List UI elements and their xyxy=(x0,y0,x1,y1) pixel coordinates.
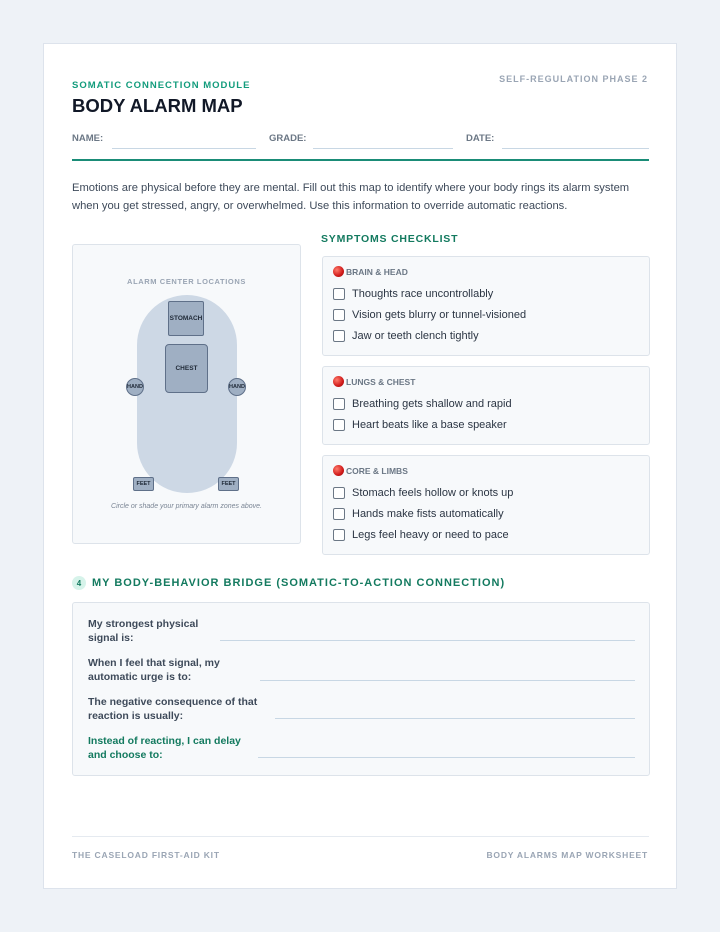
answer-line[interactable] xyxy=(275,718,635,719)
checklist-group-core xyxy=(322,455,650,555)
date-label: DATE: xyxy=(466,133,495,144)
alarm-dot-icon xyxy=(333,465,344,476)
bridge-prompt xyxy=(88,734,241,762)
body-map-panel xyxy=(72,244,301,544)
footer-left: THE CASELOAD FIRST-AID KIT xyxy=(72,850,220,860)
prompt-line: When I feel that signal, my xyxy=(88,657,220,669)
checklist-item[interactable] xyxy=(333,419,507,431)
stomach-zone[interactable]: STOMACH xyxy=(168,301,204,336)
checklist-item[interactable] xyxy=(333,309,526,321)
checklist-item[interactable] xyxy=(333,529,509,541)
checklist-group-brain xyxy=(322,256,650,356)
header-divider xyxy=(72,159,649,161)
phase-label: SELF-REGULATION PHASE 2 xyxy=(499,74,648,84)
grade-field[interactable] xyxy=(313,148,453,149)
date-field[interactable] xyxy=(502,148,649,149)
group-label: CORE & LIMBS xyxy=(346,465,408,476)
module-label: SOMATIC CONNECTION MODULE xyxy=(72,80,251,91)
group-label: BRAIN & HEAD xyxy=(346,266,408,277)
chest-zone[interactable]: CHEST xyxy=(165,344,208,393)
student-fields xyxy=(72,133,649,153)
bridge-title: MY BODY-BEHAVIOR BRIDGE (SOMATIC-TO-ACTION CONNECTION) xyxy=(92,577,506,589)
group-header xyxy=(333,266,408,277)
worksheet-page xyxy=(43,43,677,889)
checklist-item[interactable] xyxy=(333,398,512,410)
prompt-line: The negative consequence of that xyxy=(88,696,258,708)
alarm-dot-icon xyxy=(333,376,344,387)
bridge-prompt xyxy=(88,656,220,684)
prompt-line: signal is: xyxy=(88,632,134,644)
checklist-item-label: Breathing gets shallow and rapid xyxy=(352,398,512,410)
answer-line[interactable] xyxy=(260,680,635,681)
left-hand-zone[interactable]: HAND xyxy=(126,378,144,396)
name-field[interactable] xyxy=(112,148,256,149)
bridge-header xyxy=(72,576,505,590)
bridge-prompt xyxy=(88,617,198,645)
bridge-panel xyxy=(72,602,650,776)
checkbox[interactable] xyxy=(333,529,345,541)
checklist-item[interactable] xyxy=(333,288,493,300)
right-foot-zone[interactable]: FEET xyxy=(218,477,239,491)
checklist-item-label: Vision gets blurry or tunnel-visioned xyxy=(352,309,527,321)
checkbox[interactable] xyxy=(333,288,345,300)
checkbox[interactable] xyxy=(333,398,345,410)
prompt-line: Instead of reacting, I can delay xyxy=(88,735,241,747)
checkbox[interactable] xyxy=(333,508,345,520)
left-foot-zone[interactable]: FEET xyxy=(133,477,154,491)
answer-line[interactable] xyxy=(258,757,635,758)
prompt-line: My strongest physical xyxy=(88,618,199,630)
body-map-caption: Circle or shade your primary alarm zones above. xyxy=(111,503,262,510)
section-number-badge: 4 xyxy=(72,576,86,590)
intro-text: Emotions are physical before they are mental. Fill out this map to identify where your body rings its alarm system when you get stressed, angry, or overwhelmed. Use this information to override automatic reactions. xyxy=(72,182,630,212)
prompt-line: reaction is usually: xyxy=(88,710,184,722)
grade-label: GRADE: xyxy=(269,133,307,144)
checklist-item[interactable] xyxy=(333,330,479,342)
answer-line[interactable] xyxy=(220,640,635,641)
checklist-item[interactable] xyxy=(333,487,513,499)
checkbox[interactable] xyxy=(333,487,345,499)
checklist-item-label: Legs feel heavy or need to pace xyxy=(352,529,509,541)
right-hand-zone[interactable]: HAND xyxy=(228,378,246,396)
name-label: NAME: xyxy=(72,133,104,144)
group-header xyxy=(333,465,408,476)
checklist-item-label: Jaw or teeth clench tightly xyxy=(352,330,479,342)
body-map-title: ALARM CENTER LOCATIONS xyxy=(127,277,246,286)
alarm-dot-icon xyxy=(333,266,344,277)
checklist-item-label: Thoughts race uncontrollably xyxy=(352,288,494,300)
footer-divider xyxy=(72,836,649,837)
checklist-item-label: Heart beats like a base speaker xyxy=(352,419,507,431)
group-label: LUNGS & CHEST xyxy=(346,376,416,387)
prompt-line: automatic urge is to: xyxy=(88,671,192,683)
prompt-line: and choose to: xyxy=(88,749,163,761)
checkbox[interactable] xyxy=(333,330,345,342)
checklist-item-label: Stomach feels hollow or knots up xyxy=(352,487,514,499)
page-title: BODY ALARM MAP xyxy=(72,95,243,116)
group-header xyxy=(333,376,415,387)
checkbox[interactable] xyxy=(333,309,345,321)
checklist-item[interactable] xyxy=(333,508,504,520)
checklist-item-label: Hands make fists automatically xyxy=(352,508,504,520)
checklist-group-lungs xyxy=(322,366,650,445)
footer-right: BODY ALARMS MAP WORKSHEET xyxy=(486,850,648,860)
bridge-prompt xyxy=(88,695,257,723)
checkbox[interactable] xyxy=(333,419,345,431)
checklist-title: SYMPTOMS CHECKLIST xyxy=(321,233,459,245)
